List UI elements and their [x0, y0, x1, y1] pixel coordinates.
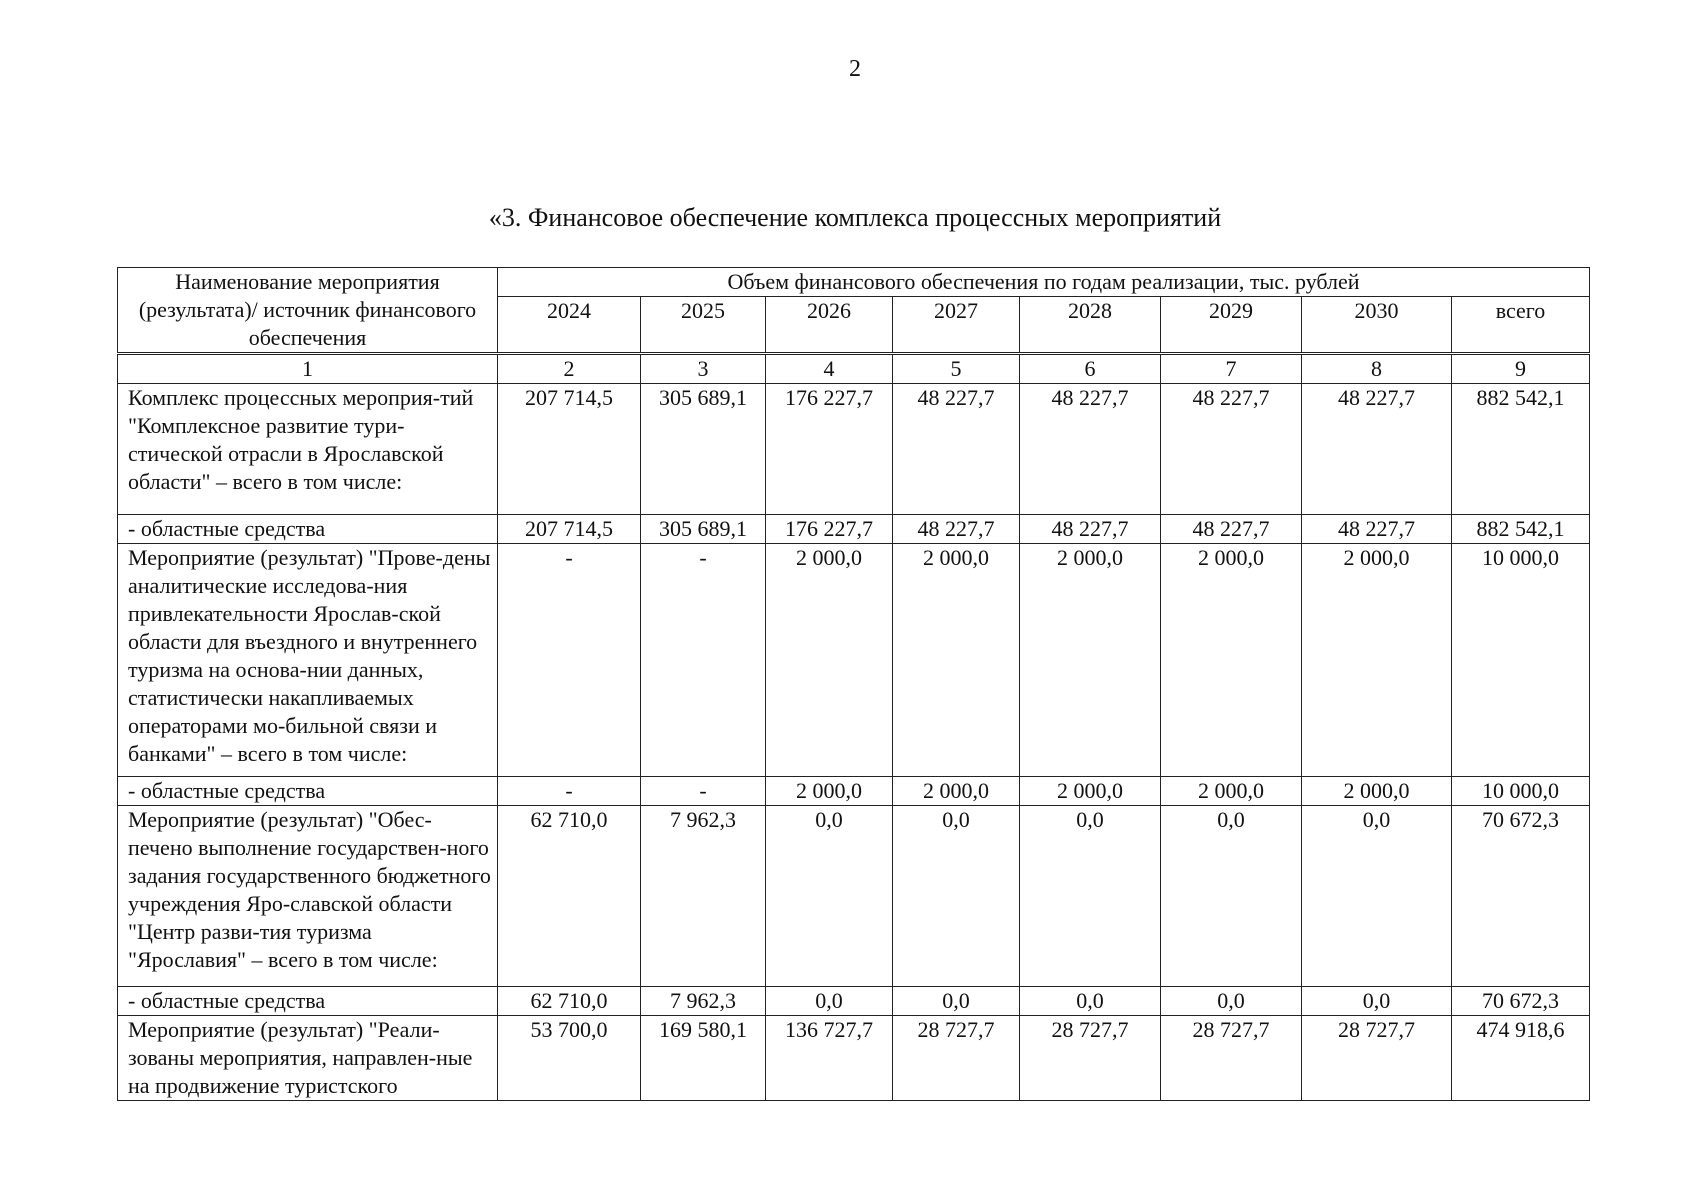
year-header: 2026	[766, 297, 893, 354]
row-name: - областные средства	[118, 777, 498, 806]
row-value: 10 000,0	[1452, 544, 1590, 777]
row-value: 48 227,7	[1161, 384, 1302, 515]
row-value: -	[641, 544, 766, 777]
row-name: Мероприятие (результат) "Обес-печено выполнение государствен-ного задания государственного бюджетного учреждения Яро-славской области "Центр разви-тия туризма "Ярославия" – всего в том числе:	[118, 806, 498, 987]
year-header: 2027	[893, 297, 1020, 354]
row-name: Мероприятие (результат) "Прове-дены аналитические исследова-ния привлекательности Ярослав-ской области для въездного и внутреннего туризма на основа-нии данных, статистически накапливаемых операторами мо-бильной связи и банками" – всего в том числе:	[118, 544, 498, 777]
row-value: 207 714,5	[498, 384, 641, 515]
financing-table	[117, 267, 1590, 1101]
table-row	[118, 515, 1590, 544]
row-value: 169 580,1	[641, 1016, 766, 1101]
row-value: 0,0	[1020, 806, 1161, 987]
row-value: 0,0	[1302, 806, 1452, 987]
row-value: 0,0	[1161, 987, 1302, 1016]
year-header: 2024	[498, 297, 641, 354]
row-value: 2 000,0	[766, 777, 893, 806]
row-value: 2 000,0	[1302, 777, 1452, 806]
column-number: 6	[1020, 354, 1161, 384]
year-header: всего	[1452, 297, 1590, 354]
row-name: - областные средства	[118, 515, 498, 544]
row-value: 7 962,3	[641, 806, 766, 987]
row-value: 7 962,3	[641, 987, 766, 1016]
row-value: 2 000,0	[893, 544, 1020, 777]
row-name: - областные средства	[118, 987, 498, 1016]
column-number: 1	[118, 354, 498, 384]
row-value: -	[498, 544, 641, 777]
row-value: 70 672,3	[1452, 806, 1590, 987]
row-value: 882 542,1	[1452, 515, 1590, 544]
row-value: 136 727,7	[766, 1016, 893, 1101]
table-row	[118, 777, 1590, 806]
row-value: 2 000,0	[1302, 544, 1452, 777]
row-value: 28 727,7	[1020, 1016, 1161, 1101]
column-number: 7	[1161, 354, 1302, 384]
row-value: 48 227,7	[1161, 515, 1302, 544]
table-row	[118, 1016, 1590, 1101]
row-value: 882 542,1	[1452, 384, 1590, 515]
row-value: 48 227,7	[1020, 515, 1161, 544]
year-header: 2028	[1020, 297, 1161, 354]
row-value: 0,0	[1161, 806, 1302, 987]
row-value: 48 227,7	[1302, 384, 1452, 515]
table-row	[118, 806, 1590, 987]
row-value: 48 227,7	[893, 515, 1020, 544]
table-row	[118, 384, 1590, 515]
row-value: 2 000,0	[1161, 544, 1302, 777]
row-value: -	[641, 777, 766, 806]
row-value: 2 000,0	[893, 777, 1020, 806]
row-value: 0,0	[766, 987, 893, 1016]
row-value: 62 710,0	[498, 987, 641, 1016]
column-number: 9	[1452, 354, 1590, 384]
row-value: 28 727,7	[1161, 1016, 1302, 1101]
row-value: 0,0	[1302, 987, 1452, 1016]
row-value: 176 227,7	[766, 384, 893, 515]
row-value: 28 727,7	[1302, 1016, 1452, 1101]
row-value: 70 672,3	[1452, 987, 1590, 1016]
row-value: -	[498, 777, 641, 806]
volume-header: Объем финансового обеспечения по годам реализации, тыс. рублей	[498, 268, 1590, 297]
page-number: 2	[849, 56, 861, 82]
year-header: 2025	[641, 297, 766, 354]
table-row	[118, 987, 1590, 1016]
year-header: 2030	[1302, 297, 1452, 354]
row-value: 0,0	[1020, 987, 1161, 1016]
row-value: 10 000,0	[1452, 777, 1590, 806]
column-number: 4	[766, 354, 893, 384]
column-number: 8	[1302, 354, 1452, 384]
row-value: 2 000,0	[766, 544, 893, 777]
column-number: 3	[641, 354, 766, 384]
row-value: 2 000,0	[1020, 777, 1161, 806]
row-value: 176 227,7	[766, 515, 893, 544]
row-value: 48 227,7	[1302, 515, 1452, 544]
row-value: 62 710,0	[498, 806, 641, 987]
column-number: 2	[498, 354, 641, 384]
row-value: 48 227,7	[893, 384, 1020, 515]
row-value: 0,0	[893, 806, 1020, 987]
row-value: 474 918,6	[1452, 1016, 1590, 1101]
row-name: Мероприятие (результат) "Реали-зованы мероприятия, направлен-ные на продвижение туристского	[118, 1016, 498, 1101]
row-value: 53 700,0	[498, 1016, 641, 1101]
row-value: 2 000,0	[1020, 544, 1161, 777]
row-value: 207 714,5	[498, 515, 641, 544]
table-row	[118, 544, 1590, 777]
row-value: 48 227,7	[1020, 384, 1161, 515]
section-title: «3. Финансовое обеспечение комплекса процессных мероприятий	[488, 203, 1222, 232]
row-value: 28 727,7	[893, 1016, 1020, 1101]
row-name: Комплекс процессных мероприя-тий "Комплексное развитие тури-стической отрасли в Ярославской области" – всего в том числе:	[118, 384, 498, 515]
year-header: 2029	[1161, 297, 1302, 354]
column-number: 5	[893, 354, 1020, 384]
row-value: 0,0	[893, 987, 1020, 1016]
row-value: 2 000,0	[1161, 777, 1302, 806]
row-value: 305 689,1	[641, 384, 766, 515]
row-value: 305 689,1	[641, 515, 766, 544]
name-column-header: Наименование мероприятия (результата)/ источник финансового обеспечения	[118, 268, 498, 354]
row-value: 0,0	[766, 806, 893, 987]
